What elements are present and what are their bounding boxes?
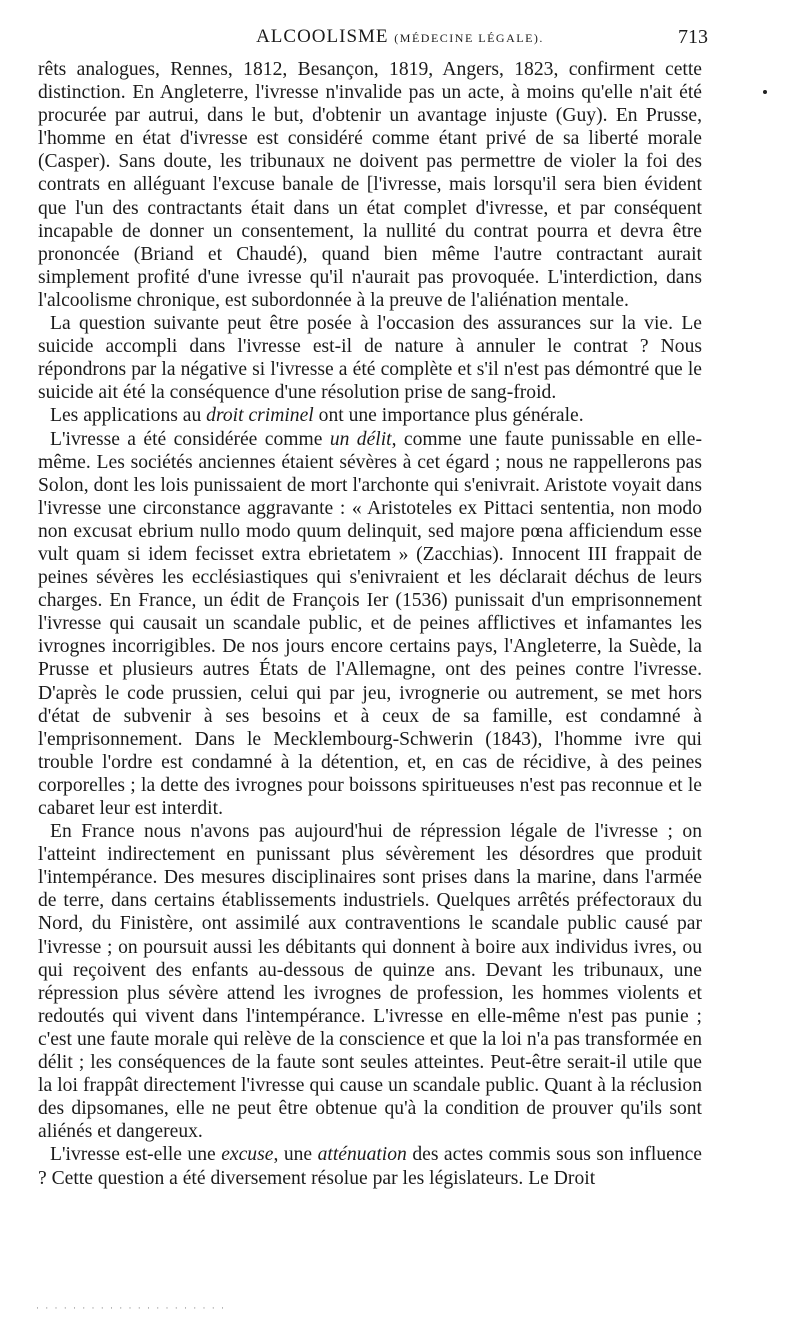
text-run: des actes commis sous son influence ? Cette question a été diversement résolue par les législateurs. Le Droit xyxy=(38,1144,703,1189)
paragraph xyxy=(38,1143,702,1189)
text-run: L'ivresse est-elle une xyxy=(50,1144,222,1166)
footer-marks: · · · · · · · · · · · · · · · · · · · · · xyxy=(36,1303,226,1313)
text-run: L'ivresse a été considérée comme xyxy=(50,428,330,450)
body-text xyxy=(38,58,702,1190)
italic-term: atténuation xyxy=(317,1144,407,1166)
text-run: La question suivante peut être posée à l'occasion des assurances sur la vie. Le suicide accompli dans l'ivresse est-il de nature à annuler le contrat ? Nous répondrons par la négative si l'ivresse a été complète et s'il n'est pas démontré que le suicide ait été la conséquence d'une résolution prise de sang-froid. xyxy=(38,313,702,404)
text-run: ont une importance plus générale. xyxy=(313,405,584,427)
header-subtitle: (MÉDECINE LÉGALE). xyxy=(394,31,544,45)
text-run: En France nous n'avons pas aujourd'hui de répression légale de l'ivresse ; on l'atteint indirectement en punissant plus sévèrement les désordres que produit l'intempérance. Des mesures disciplinaires sont prises dans la marine, dans l'armée de terre, dans certains établissements industriels. Quelques arrêtés préfectoraux du Nord, du Finistère, ont assimilé aux contraventions le scandale public causé par l'ivresse ; on poursuit aussi les débitants qui donnent à boire aux individus ivres, ou qui reçoivent des enfants au-dessous de quinze ans. Devant les tribunaux, une répression plus sévère attend les ivrognes de profession, les hommes violents et redoutés qui vivent dans l'intempérance. L'ivresse en elle-même n'est pas punie ; c'est une faute morale qui relève de la conscience et que la loi n'a pas transformée en délit ; les conséquences de la faute sont seules atteintes. Peut-être serait-il utile que la loi frappât directement l'ivresse qui cause un scandale public. Quant à la réclusion des dipsomanes, elle ne peut être obtenue qu'à la condition de prouver qu'ils sont aliénés et dangereux. xyxy=(38,821,702,1143)
paragraph xyxy=(38,58,702,312)
page-number: 713 xyxy=(678,26,708,48)
paragraph xyxy=(38,404,702,427)
italic-term: droit criminel xyxy=(206,405,314,427)
paragraph xyxy=(38,820,702,1143)
paragraph xyxy=(38,428,702,821)
running-header xyxy=(0,22,800,56)
text-run: rêts analogues, Rennes, 1812, Besançon, 1819, Angers, 1823, confirment cette distinction. En Angleterre, l'ivresse n'invalide pas un acte, à moins qu'elle n'ait été procurée par autrui, dans le but, d'obtenir un avantage injuste (Guy). En Prusse, l'homme en état d'ivresse est considéré comme étant privé de sa liberté morale (Casper). Sans doute, les tribunaux ne doivent pas permettre de violer la foi des contrats en alléguant l'excuse banale de [l'ivresse, mais lorsqu'il sera bien évident que l'un des contractants était dans un état complet d'ivresse, et par conséquent incapable de donner un consentement, la nullité du contrat pourra et devra être prononcée (Briand et Chaudé), quand bien même l'autre contractant aurait simplement profité d'une ivresse qu'il n'aurait pas provoquée. L'interdiction, dans l'alcoolisme chronique, est subordonnée à la preuve de l'aliénation mentale. xyxy=(38,59,702,311)
text-run: , une xyxy=(273,1144,318,1166)
text-run: , comme une faute punissable en elle-même. Les sociétés anciennes étaient sévères à cet égard ; nous ne rappellerons pas Solon, dont les lois punissaient de mort l'archonte qui s'enivrait. Aristote voyait dans l'ivresse une circonstance aggravante : « Aristoteles ex Pittaci sententia, non modo non excusat ebrium nullo modo quum delinquit, sed majore pœna afficiendum esse vult quam si idem fecisset extra ebrietatem » (Zacchias). Innocent III frappait de peines sévères les ecclésiastiques qui s'enivraient et les déclarait déchus de leurs charges. En France, un édit de François Ier (1536) punissait d'un emprisonnement l'ivresse qui causait un scandale public, et de peines afflictives et infamantes les ivrognes incorrigibles. De nos jours encore certains pays, l'Angleterre, la Suède, la Prusse et plusieurs autres États de l'Allemagne, ont des peines contre l'ivresse. D'après le code prussien, celui qui par jeu, ivrognerie ou autrement, se met hors d'état de subvenir à ses besoins et à ceux de sa famille, est condamné à l'emprisonnement. Dans le Mecklembourg-Schwerin (1843), l'homme ivre qui trouble l'ordre est condamné à la détention, et, en cas de récidive, à des peines corporelles ; la dette des ivrognes pour boissons spiritueuses n'est pas reconnue et le cabaret leur est interdit. xyxy=(38,428,702,819)
italic-term: un délit xyxy=(329,428,392,450)
header-title: ALCOOLISME xyxy=(256,26,389,47)
text-run: Les applications au xyxy=(50,405,207,427)
paragraph xyxy=(38,312,702,404)
margin-speck xyxy=(763,90,767,94)
italic-term: excuse xyxy=(221,1144,274,1166)
